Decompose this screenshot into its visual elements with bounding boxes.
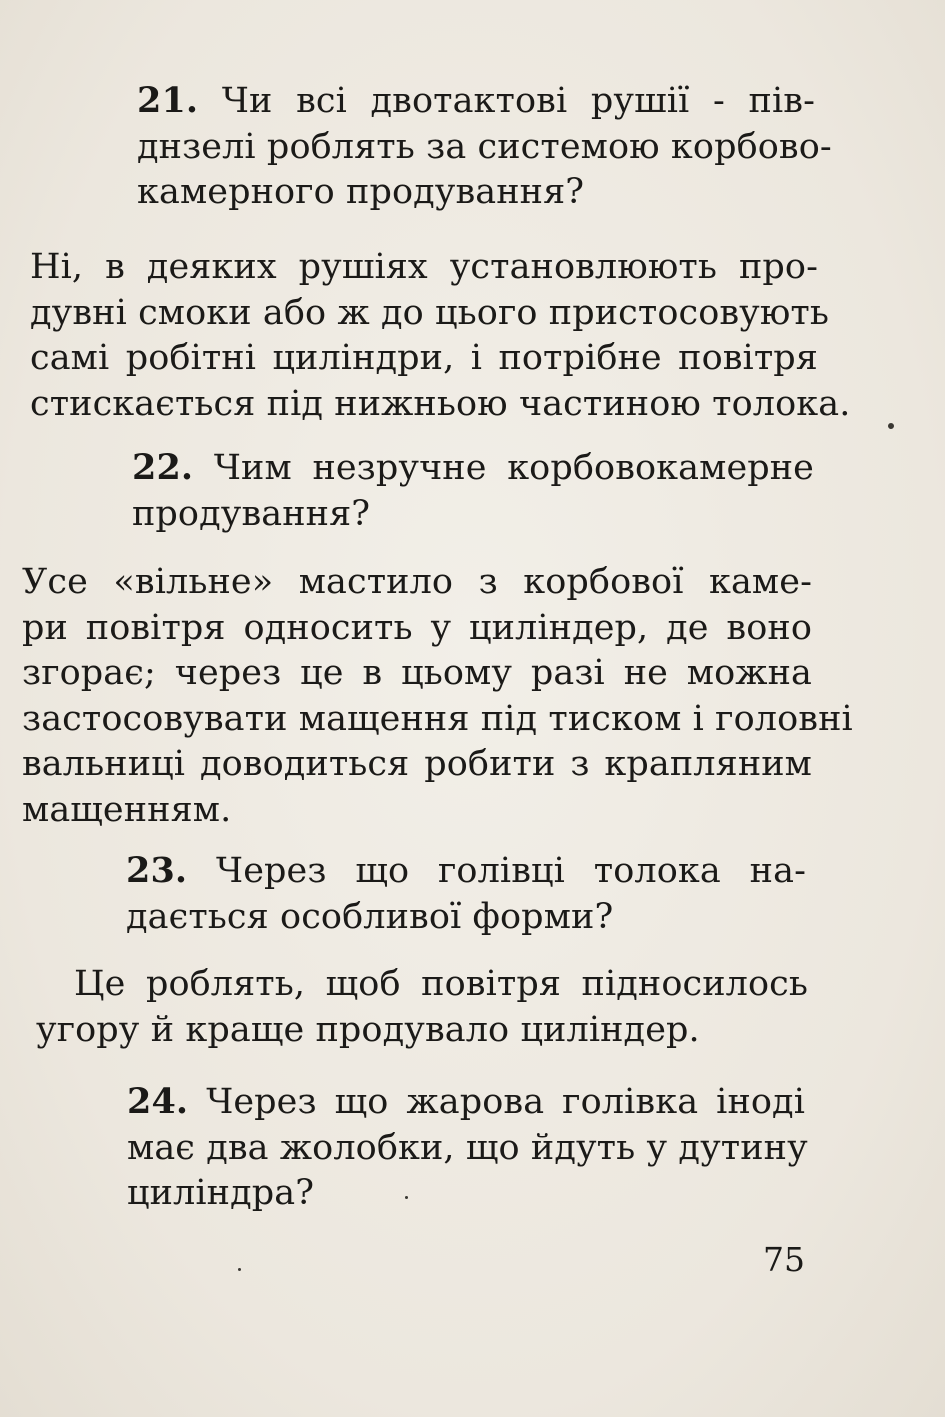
question-number: 24. <box>127 1081 189 1122</box>
question-line: має два жолобки, що йдуть у дутину <box>127 1127 808 1168</box>
question-line: Чим незручне корбовокамерне <box>213 448 814 488</box>
page-number: 75 <box>763 1240 805 1279</box>
question-line: Чи всі двотактові рушії - пів- <box>221 81 815 121</box>
answer-line: Ні, в деяких рушіях установлюють про- <box>30 247 818 287</box>
question-24 <box>127 1079 808 1217</box>
answer-21 <box>30 245 851 427</box>
question-22 <box>132 445 814 537</box>
question-line: продування? <box>132 493 371 534</box>
answer-22 <box>22 560 853 833</box>
print-speck <box>238 1268 241 1271</box>
print-speck <box>888 423 894 429</box>
answer-line: вальниці доводиться робити з крапляним <box>22 744 812 784</box>
question-number: 21. <box>137 80 199 121</box>
answer-line: застосовувати мащення під тиском і головні <box>22 698 853 739</box>
answer-line: Усе «вільне» мастило з корбової каме- <box>22 562 812 602</box>
answer-line: стискається під нижньою частиною толока. <box>30 383 851 424</box>
question-21 <box>137 78 832 216</box>
answer-line: ри повітря односить у циліндер, де воно <box>22 607 812 648</box>
question-line: днзелі роблять за системою корбово- <box>137 126 832 167</box>
answer-line: Це роблять, щоб повітря підносилось <box>74 964 808 1004</box>
question-number: 23. <box>126 850 188 891</box>
answer-line: угору й краще продувало циліндер. <box>36 1009 700 1050</box>
print-speck <box>405 1196 408 1199</box>
question-line: Через що голівці толока на- <box>216 851 807 891</box>
question-23 <box>126 848 806 940</box>
answer-line: дувні смоки або ж до цього пристосовують <box>30 292 830 333</box>
question-line: камерного продування? <box>137 172 585 212</box>
question-number: 22. <box>132 447 194 488</box>
answer-line: згорає; через це в цьому разі не можна <box>22 653 812 693</box>
question-line: циліндра? <box>127 1173 315 1213</box>
answer-line: самі робітні циліндри, і потрібне повітря <box>30 338 818 378</box>
question-line: дається особливої форми? <box>126 896 614 937</box>
question-line: Через що жарова голівка іноді <box>206 1082 805 1122</box>
answer-line: мащенням. <box>22 789 232 830</box>
answer-23 <box>36 962 808 1053</box>
